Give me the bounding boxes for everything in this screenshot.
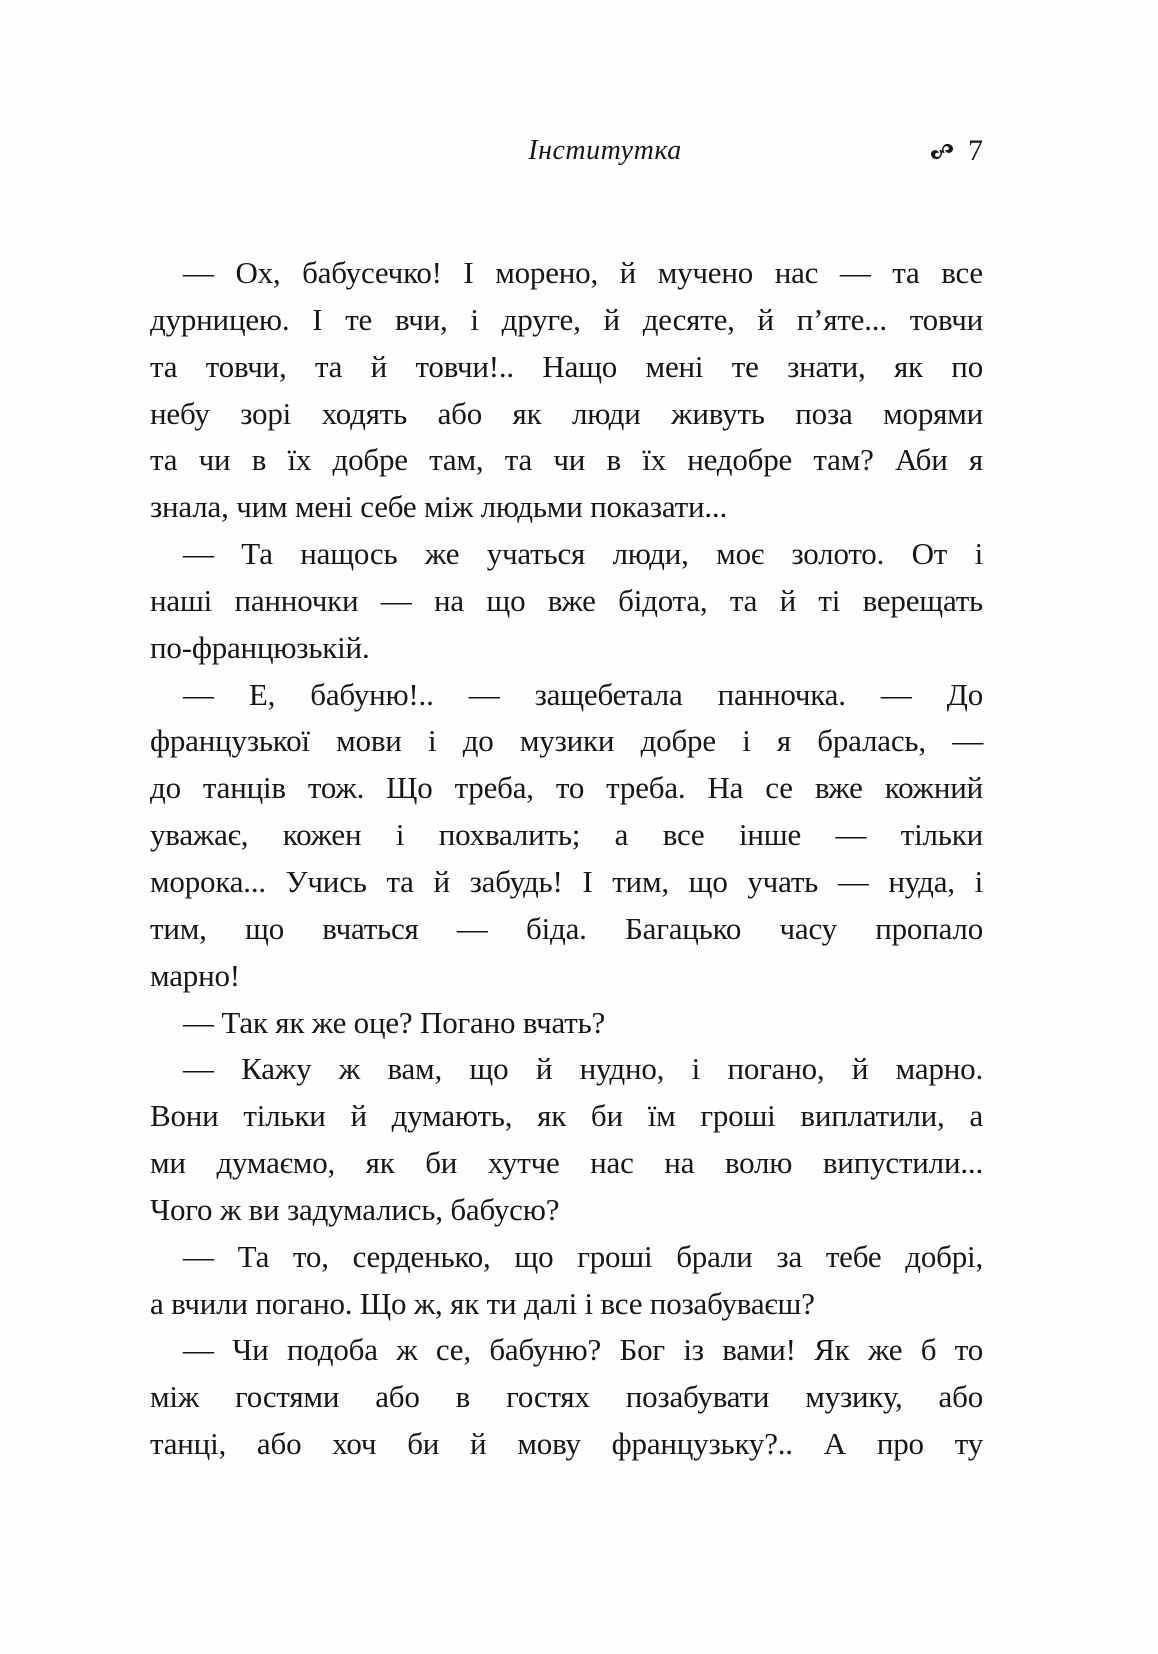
text-line: знала, чим мені себе між людьми показати... [150,489,727,525]
text-line: морока... Учись та й забудь! І тим, що учать — нуда, і [150,863,983,899]
paragraph [150,250,983,531]
running-header [150,133,983,173]
text-line: та чи в їх добре там, та чи в їх недобре там? Аби я [150,442,983,478]
paragraph [150,1327,983,1468]
running-title: Інститутка [528,135,682,166]
page-number-group [928,133,983,169]
text-line: а вчили погано. Що ж, як ти далі і все позабуваєш? [150,1285,815,1321]
text-line: танці, або хоч би й мову французьку?.. А про ту [150,1426,983,1462]
fleuron-ornament-icon [928,142,956,161]
text-line: наші панночки — на що вже бідота, та й ті верещать [150,582,983,618]
text-line: до танців тож. Що треба, то треба. На се вже кожний [150,770,983,806]
text-line: небу зорі ходять або як люди живуть поза морями [150,395,983,431]
text-line: — Чи подоба ж се, бабуню? Бог із вами! Як же б то [183,1332,983,1368]
paragraph [150,531,983,672]
text-line: уважає, кожен і похвалить; а все інше — тільки [150,817,983,853]
text-line: — Та то, серденько, що гроші брали за тебе добрі, [183,1238,983,1274]
paragraph [150,672,983,1000]
paragraph [150,1234,983,1328]
text-line: французької мови і до музики добре і я бралась, — [150,723,983,759]
text-line: — Кажу ж вам, що й нудно, і погано, й марно. [183,1051,983,1087]
text-line: дурницею. І те вчи, і друге, й десяте, й п’яте... товчи [150,301,983,337]
body-text [150,250,983,1468]
text-line: Вони тільки й думають, як би їм гроші виплатили, а [150,1098,983,1134]
text-line: між гостями або в гостях позабувати музику, або [150,1379,983,1415]
text-line: — Ох, бабусечко! І морено, й мучено нас — та все [183,255,983,290]
text-line: марно! [150,957,240,993]
page-number: 7 [968,134,983,167]
text-line: — Та нащось же учаться люди, моє золото. От і [183,536,983,572]
text-line: Чого ж ви задумались, бабусю? [150,1191,560,1227]
paragraph [150,1000,983,1047]
text-line: та товчи, та й товчи!.. Нащо мені те знати, як по [150,348,983,384]
paragraph [150,1046,983,1233]
text-line: тим, що вчаться — біда. Багацько часу пропало [150,910,983,946]
text-line: по-францюзькій. [150,629,370,665]
text-line: — Так як же оце? Погано вчать? [183,1004,606,1040]
text-line: — Е, бабуню!.. — защебетала панночка. — До [183,676,983,712]
text-line: ми думаємо, як би хутче нас на волю випустили... [150,1145,983,1181]
